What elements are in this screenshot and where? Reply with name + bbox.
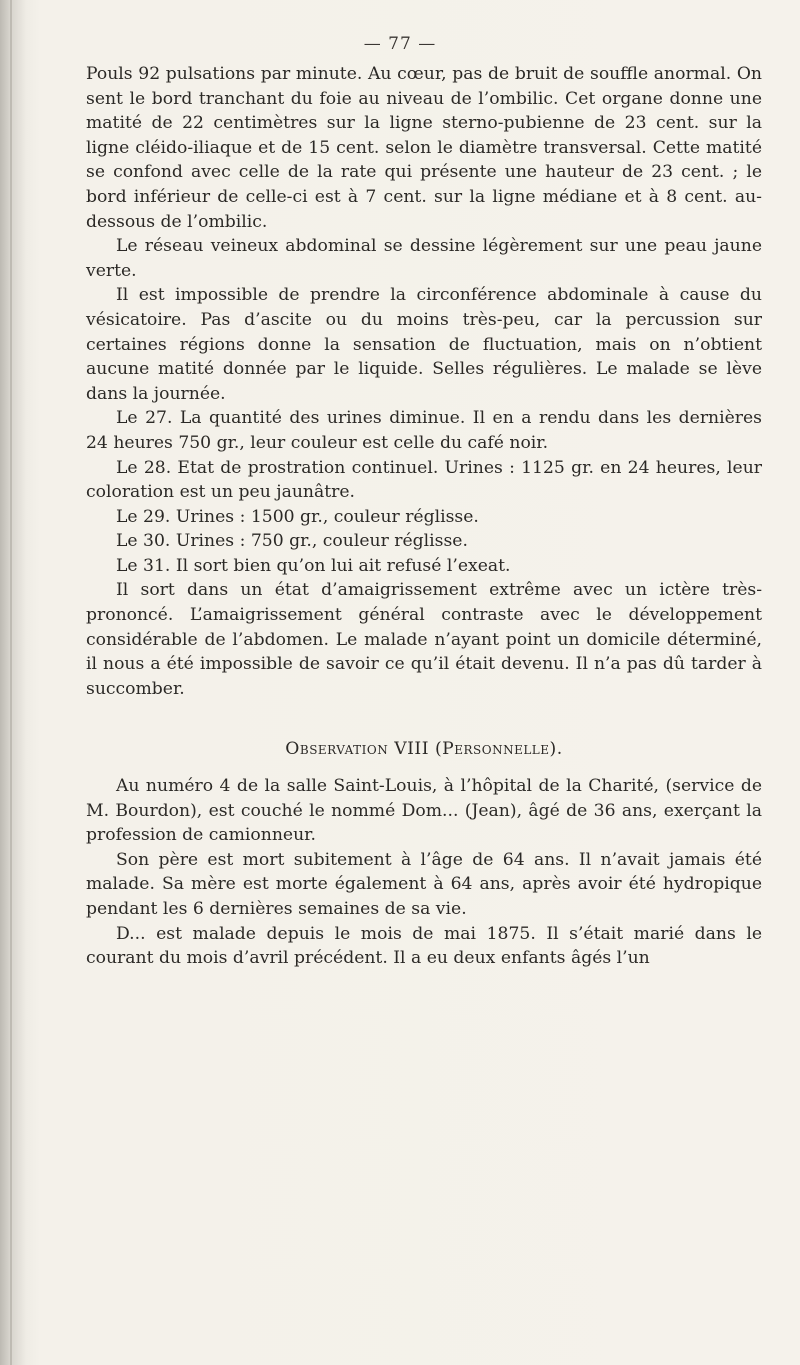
paragraph-illness-onset: D... est malade depuis le mois de mai 1875. Il s’était marié dans le courant du mois d’avril précédent. Il a eu deux enfants âgés l’un: [86, 923, 762, 969]
paragraph-day-30: Le 30. Urines : 750 gr., couleur réglisse.: [116, 531, 468, 552]
paragraph-discharge: Il sort dans un état d’amaigrissement extrême avec un ictère très-prononcé. L’amaigrissement général contraste avec le développement considérable de l’abdomen. Le malade n’ayant point un domicile déterminé, il nous a été impossible de savoir ce qu’il était devenu. Il n’a pas dû tarder à succomber.: [86, 580, 762, 699]
paragraph-day-31: Le 31. Il sort bien qu’on lui ait refusé l’exeat.: [116, 555, 511, 576]
paragraph-abdomen: Il est impossible de prendre la circonférence abdominale à cause du vésicatoire. Pas d’ascite ou du moins très-peu, car la percussion sur certaines régions donne la sensation de fluctuation, mais on n’obtient aucune matité donnée par le liquide. Selles régulières. Le malade se lève dans la journée.: [86, 285, 762, 404]
observation-heading: Observation VIII (Personnelle).: [285, 739, 563, 760]
paragraph-day-27: Le 27. La quantité des urines diminue. Il en a rendu dans les dernières 24 heures 750 gr., leur couleur est celle du café noir.: [86, 408, 762, 453]
page-binding-line: [10, 0, 12, 1365]
page-number: — 77 —: [363, 34, 437, 54]
paragraph-family-history: Son père est mort subitement à l’âge de 64 ans. Il n’avait jamais été malade. Sa mère est morte également à 64 ans, après avoir été hydropique pendant les 6 dernières semaines de sa vie.: [86, 849, 762, 919]
paragraph-day-29: Le 29. Urines : 1500 gr., couleur réglisse.: [116, 506, 479, 527]
paragraph-venous-network: Le réseau veineux abdominal se dessine légèrement sur une peau jaune verte.: [86, 236, 762, 281]
paragraph-pulse: Pouls 92 pulsations par minute. Au cœur, pas de bruit de souffle anormal. On sent le bord tranchant du foie au niveau de l’ombilic. Cet organe donne une matité de 22 centimètres sur la ligne sterno-pubienne de 23 cent. sur la ligne cléido-iliaque et de 15 cent. selon le diamètre transversal. Cette matité se confond avec celle de la rate qui présente une hauteur de 23 cent. ; le bord inférieur de celle-ci est à 7 cent. sur la ligne médiane et à 8 cent. au-dessous de l’ombilic.: [86, 64, 762, 232]
page-binding-shadow: [0, 0, 26, 1365]
paragraph-patient-intro: Au numéro 4 de la salle Saint-Louis, à l’hôpital de la Charité, (service de M. Bourdon), est couché le nommé Dom... (Jean), âgé de 36 ans, exerçant la profession de camionneur.: [86, 776, 762, 846]
paragraph-day-28: Le 28. Etat de prostration continuel. Urines : 1125 gr. en 24 heures, leur coloration est un peu jaunâtre.: [86, 457, 762, 503]
body-text: [86, 62, 762, 971]
